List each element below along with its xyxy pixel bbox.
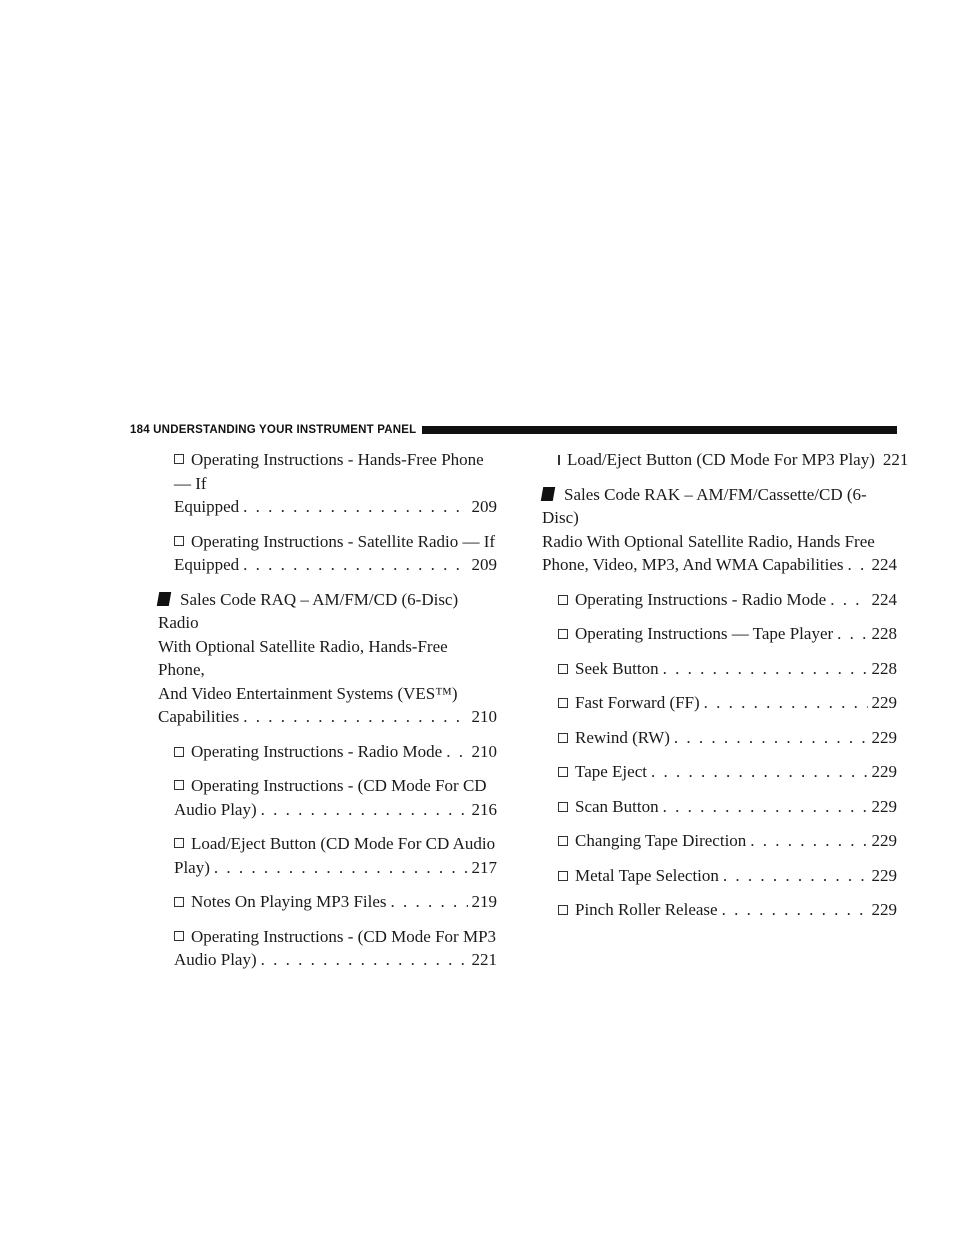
toc-entry[interactable] [520, 483, 897, 577]
toc-entry-text: Radio With Optional Satellite Radio, Hands Free [542, 531, 875, 551]
dot-leader [674, 726, 868, 750]
toc-entry-text: With Optional Satellite Radio, Hands-Free Phone, [158, 636, 448, 679]
subsection-box-icon [558, 836, 568, 846]
toc-entry-text: Equipped [174, 555, 240, 574]
page-number: 210 [471, 707, 497, 726]
subsection-box-icon [174, 931, 184, 941]
dot-leader [750, 829, 867, 853]
page-number: 229 [871, 831, 897, 850]
dot-leader [704, 691, 868, 715]
subsection-box-icon [558, 767, 568, 777]
subsection-box-icon [174, 536, 184, 546]
subsection-box-icon [558, 905, 568, 915]
toc-entry-text: Rewind (RW) [575, 727, 670, 747]
page-number: 229 [871, 762, 897, 781]
toc-entry[interactable] [520, 448, 909, 472]
toc-entry[interactable] [520, 726, 897, 750]
toc-entry[interactable] [136, 530, 497, 577]
page-number: 209 [471, 555, 497, 574]
page-number: 229 [871, 900, 897, 919]
toc-entry-text: Load/Eject Button (CD Mode For MP3 Play) [567, 450, 875, 469]
toc-entry-text: Scan Button [575, 796, 659, 816]
subsection-box-icon [558, 871, 568, 881]
subsection-box-icon [558, 629, 568, 639]
toc-entry[interactable] [520, 622, 897, 646]
dot-leader [243, 553, 467, 577]
toc-entry-text: Audio Play) [174, 950, 257, 969]
toc-entry-text: Seek Button [575, 658, 659, 678]
toc-entry[interactable] [136, 448, 497, 519]
toc-entry-text: Operating Instructions - Radio Mode [191, 741, 443, 761]
toc-entry-text: And Video Entertainment Systems (VES™) [158, 683, 458, 703]
toc-right-column [520, 448, 909, 933]
dot-leader [261, 798, 468, 822]
dot-leader [651, 760, 868, 784]
subsection-box-icon [174, 454, 184, 464]
section-bullet-icon [541, 487, 555, 501]
toc-entry[interactable] [136, 832, 497, 879]
page-header-title: 184 UNDERSTANDING YOUR INSTRUMENT PANEL [130, 424, 417, 436]
toc-entry-text: Operating Instructions - (CD Mode For CD [191, 776, 487, 795]
page-number: 210 [471, 741, 497, 761]
dot-leader [723, 864, 868, 888]
toc-entry-text: Sales Code RAK – AM/FM/Cassette/CD (6-Disc) [542, 484, 867, 527]
toc-entry-text: Pinch Roller Release [575, 900, 718, 919]
toc-left-column [136, 448, 497, 983]
toc-entry-text: Phone, Video, MP3, And WMA Capabilities [542, 555, 844, 574]
toc-entry[interactable] [520, 760, 897, 784]
toc-entry[interactable] [136, 740, 497, 764]
page-number: 229 [871, 727, 897, 747]
dot-leader [243, 495, 467, 519]
page-header [130, 423, 897, 437]
toc-entry[interactable] [520, 795, 897, 819]
dot-leader [243, 705, 467, 729]
toc-entry-text: Sales Code RAQ – AM/FM/CD (6-Disc) Radio [158, 589, 459, 632]
subsection-box-icon [558, 664, 568, 674]
page-number: 221 [471, 950, 497, 969]
toc-entry[interactable] [520, 898, 897, 922]
subsection-box-icon [558, 455, 560, 465]
subsection-box-icon [558, 698, 568, 708]
page-number: 228 [871, 658, 897, 678]
toc-entry-text: Audio Play) [174, 799, 257, 819]
toc-entry-text: Operating Instructions - Radio Mode [575, 589, 827, 609]
toc-entry-text: Metal Tape Selection [575, 865, 719, 885]
header-rule [422, 426, 897, 434]
dot-leader [663, 795, 868, 819]
page-number: 224 [871, 589, 897, 609]
page-number: 228 [871, 624, 897, 643]
toc-entry-text: Play) [174, 857, 210, 877]
dot-leader [663, 657, 868, 681]
dot-leader [848, 553, 868, 577]
page-number: 229 [871, 796, 897, 816]
toc-entry-text: Operating Instructions - (CD Mode For MP3 [191, 926, 497, 946]
page-number: 219 [471, 892, 497, 911]
subsection-box-icon [558, 733, 568, 743]
dot-leader [391, 890, 468, 914]
dot-leader [446, 740, 467, 764]
toc-entry[interactable] [136, 925, 497, 972]
dot-leader [261, 948, 468, 972]
page-number: 224 [871, 555, 897, 574]
dot-leader [837, 622, 867, 646]
toc-entry-text: Changing Tape Direction [575, 831, 747, 850]
toc-entry-text: Load/Eject Button (CD Mode For CD Audio [191, 834, 496, 853]
toc-entry-text: Operating Instructions - Satellite Radio — If [191, 531, 496, 551]
page-number: 229 [871, 865, 897, 885]
section-bullet-icon [157, 592, 171, 606]
dot-leader [722, 898, 868, 922]
toc-entry-text: Capabilities [158, 707, 240, 726]
toc-entry[interactable] [520, 657, 897, 681]
toc-entry[interactable] [136, 890, 497, 914]
page-number: 221 [882, 450, 909, 469]
subsection-box-icon [174, 897, 184, 907]
toc-entry-text: Notes On Playing MP3 Files [191, 892, 387, 911]
subsection-box-icon [174, 838, 184, 848]
subsection-box-icon [174, 747, 184, 757]
toc-entry[interactable] [520, 588, 897, 612]
toc-entry[interactable] [520, 829, 897, 853]
subsection-box-icon [558, 802, 568, 812]
toc-entry-text: Tape Eject [575, 762, 647, 781]
subsection-box-icon [558, 595, 568, 605]
toc-entry-text: Operating Instructions — Tape Player [575, 624, 834, 643]
dot-leader [214, 856, 468, 880]
page-number: 209 [471, 497, 497, 516]
subsection-box-icon [174, 780, 184, 790]
toc-entry-text: Equipped [174, 497, 240, 516]
page-number: 217 [471, 857, 497, 877]
toc-entry[interactable] [136, 588, 497, 729]
page-number: 216 [471, 799, 497, 819]
page-number: 229 [871, 693, 897, 712]
dot-leader [830, 588, 867, 612]
toc-entry-text: Operating Instructions - Hands-Free Phone — If [174, 450, 484, 493]
toc-entry[interactable] [520, 864, 897, 888]
toc-entry[interactable] [136, 774, 497, 821]
toc-entry-text: Fast Forward (FF) [575, 693, 700, 712]
toc-entry[interactable] [520, 691, 897, 715]
